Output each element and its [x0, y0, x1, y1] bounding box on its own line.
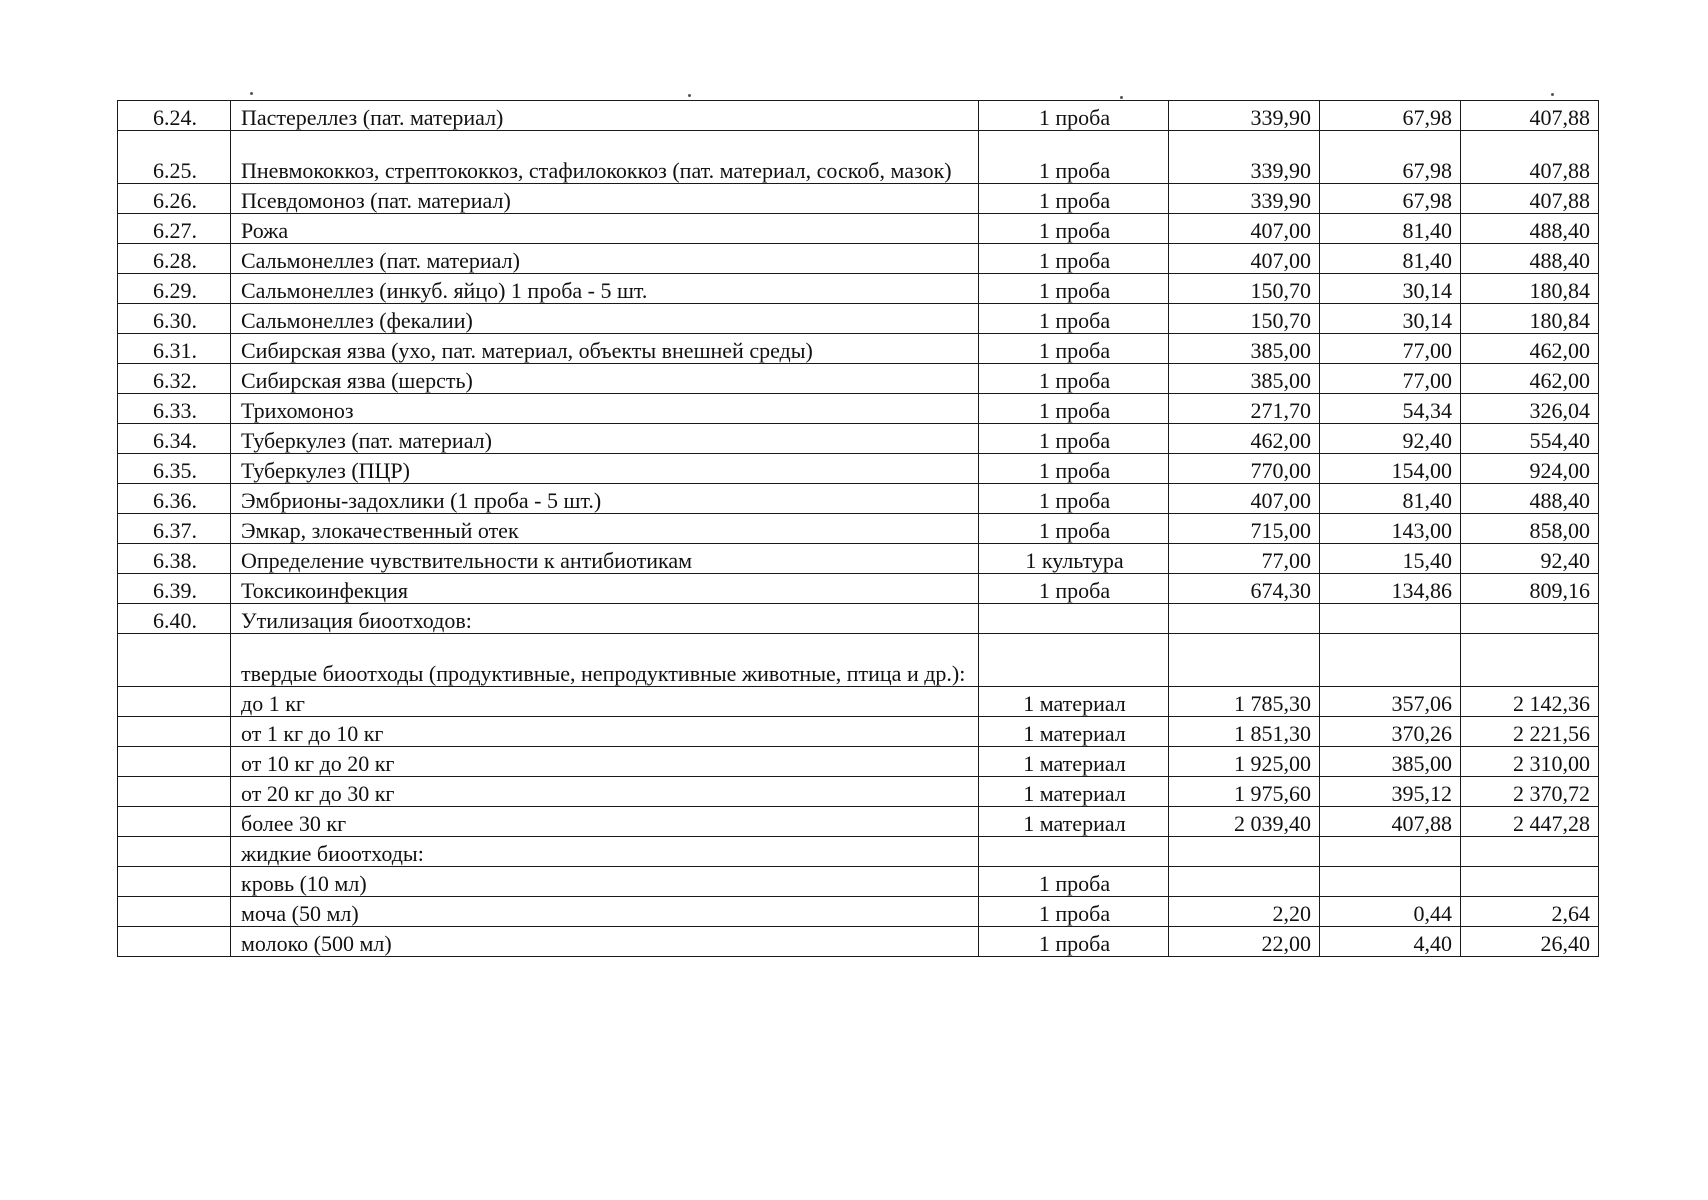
service-name: Пневмококкоз, стрептококкоз, стафилококкоз (пат. материал, соскоб, мазок) [231, 131, 979, 184]
unit-of-measure: 1 проба [979, 454, 1169, 484]
price-cell [1169, 837, 1320, 867]
table-row [118, 334, 1599, 364]
unit-of-measure: 1 проба [979, 101, 1169, 131]
total-cell: 180,84 [1461, 304, 1599, 334]
unit-of-measure: 1 проба [979, 867, 1169, 897]
row-number: 6.32. [118, 364, 231, 394]
service-name: Определение чувствительности к антибиотикам [231, 544, 979, 574]
vat-cell: 4,40 [1320, 927, 1461, 957]
price-cell: 1 975,60 [1169, 777, 1320, 807]
vat-cell: 67,98 [1320, 131, 1461, 184]
scan-speck [1551, 93, 1554, 96]
total-cell [1461, 604, 1599, 634]
price-cell: 339,90 [1169, 184, 1320, 214]
table-row [118, 747, 1599, 777]
price-cell: 715,00 [1169, 514, 1320, 544]
unit-of-measure: 1 материал [979, 777, 1169, 807]
table-row [118, 364, 1599, 394]
unit-of-measure: 1 проба [979, 364, 1169, 394]
row-number: 6.31. [118, 334, 231, 364]
price-cell [1169, 867, 1320, 897]
vat-cell: 143,00 [1320, 514, 1461, 544]
price-cell: 770,00 [1169, 454, 1320, 484]
price-cell [1169, 634, 1320, 687]
service-name: от 20 кг до 30 кг [231, 777, 979, 807]
vat-cell: 81,40 [1320, 214, 1461, 244]
price-cell: 150,70 [1169, 274, 1320, 304]
row-number [118, 897, 231, 927]
row-number [118, 837, 231, 867]
service-name: Сальмонеллез (пат. материал) [231, 244, 979, 274]
service-name: Токсикоинфекция [231, 574, 979, 604]
total-cell: 2 370,72 [1461, 777, 1599, 807]
table-row [118, 777, 1599, 807]
vat-cell: 81,40 [1320, 484, 1461, 514]
row-number: 6.39. [118, 574, 231, 604]
row-number: 6.36. [118, 484, 231, 514]
service-name: от 10 кг до 20 кг [231, 747, 979, 777]
row-number [118, 867, 231, 897]
row-number: 6.29. [118, 274, 231, 304]
service-name: Псевдомоноз (пат. материал) [231, 184, 979, 214]
unit-of-measure: 1 проба [979, 214, 1169, 244]
unit-of-measure: 1 проба [979, 244, 1169, 274]
service-name: жидкие биоотходы: [231, 837, 979, 867]
total-cell: 2 221,56 [1461, 717, 1599, 747]
row-number: 6.37. [118, 514, 231, 544]
total-cell: 407,88 [1461, 131, 1599, 184]
table-row [118, 304, 1599, 334]
unit-of-measure: 1 проба [979, 394, 1169, 424]
service-name: Сальмонеллез (инкуб. яйцо) 1 проба - 5 шт. [231, 274, 979, 304]
row-number [118, 634, 231, 687]
row-number: 6.26. [118, 184, 231, 214]
row-number: 6.38. [118, 544, 231, 574]
unit-of-measure: 1 материал [979, 687, 1169, 717]
total-cell: 2,64 [1461, 897, 1599, 927]
table-row [118, 394, 1599, 424]
price-cell: 462,00 [1169, 424, 1320, 454]
price-cell: 2,20 [1169, 897, 1320, 927]
total-cell: 858,00 [1461, 514, 1599, 544]
unit-of-measure: 1 культура [979, 544, 1169, 574]
price-cell: 1 785,30 [1169, 687, 1320, 717]
service-name: Пастереллез (пат. материал) [231, 101, 979, 131]
table-row [118, 604, 1599, 634]
unit-of-measure: 1 проба [979, 514, 1169, 544]
unit-of-measure: 1 проба [979, 334, 1169, 364]
total-cell: 488,40 [1461, 214, 1599, 244]
unit-of-measure: 1 проба [979, 484, 1169, 514]
unit-of-measure [979, 634, 1169, 687]
total-cell: 462,00 [1461, 364, 1599, 394]
unit-of-measure: 1 проба [979, 927, 1169, 957]
service-name: Сальмонеллез (фекалии) [231, 304, 979, 334]
total-cell: 407,88 [1461, 184, 1599, 214]
vat-cell: 15,40 [1320, 544, 1461, 574]
price-cell [1169, 604, 1320, 634]
vat-cell: 81,40 [1320, 244, 1461, 274]
price-cell: 385,00 [1169, 364, 1320, 394]
service-name: Утилизация биоотходов: [231, 604, 979, 634]
scan-speck [688, 94, 691, 97]
table-row [118, 484, 1599, 514]
unit-of-measure: 1 проба [979, 574, 1169, 604]
service-name: Сибирская язва (шерсть) [231, 364, 979, 394]
total-cell: 2 447,28 [1461, 807, 1599, 837]
price-cell: 674,30 [1169, 574, 1320, 604]
price-cell: 1 851,30 [1169, 717, 1320, 747]
service-name: молоко (500 мл) [231, 927, 979, 957]
price-cell: 407,00 [1169, 214, 1320, 244]
row-number: 6.24. [118, 101, 231, 131]
service-name: Эмбрионы-задохлики (1 проба - 5 шт.) [231, 484, 979, 514]
vat-cell [1320, 837, 1461, 867]
row-number [118, 777, 231, 807]
vat-cell: 67,98 [1320, 101, 1461, 131]
scan-speck [1120, 96, 1123, 99]
service-name: до 1 кг [231, 687, 979, 717]
vat-cell: 0,44 [1320, 897, 1461, 927]
unit-of-measure [979, 604, 1169, 634]
total-cell: 488,40 [1461, 244, 1599, 274]
price-cell: 1 925,00 [1169, 747, 1320, 777]
unit-of-measure: 1 материал [979, 747, 1169, 777]
service-name: Рожа [231, 214, 979, 244]
vat-cell: 154,00 [1320, 454, 1461, 484]
vat-cell: 385,00 [1320, 747, 1461, 777]
service-name: от 1 кг до 10 кг [231, 717, 979, 747]
service-name: Туберкулез (пат. материал) [231, 424, 979, 454]
total-cell: 326,04 [1461, 394, 1599, 424]
total-cell: 92,40 [1461, 544, 1599, 574]
row-number [118, 807, 231, 837]
total-cell [1461, 867, 1599, 897]
total-cell: 26,40 [1461, 927, 1599, 957]
price-table-body [118, 101, 1599, 957]
total-cell: 924,00 [1461, 454, 1599, 484]
vat-cell: 357,06 [1320, 687, 1461, 717]
table-row [118, 717, 1599, 747]
unit-of-measure: 1 проба [979, 131, 1169, 184]
vat-cell [1320, 634, 1461, 687]
table-row [118, 274, 1599, 304]
unit-of-measure: 1 проба [979, 897, 1169, 927]
scan-speck [250, 92, 253, 95]
price-cell: 339,90 [1169, 101, 1320, 131]
table-row [118, 514, 1599, 544]
table-row [118, 454, 1599, 484]
row-number: 6.34. [118, 424, 231, 454]
unit-of-measure: 1 проба [979, 274, 1169, 304]
row-number: 6.35. [118, 454, 231, 484]
table-row [118, 687, 1599, 717]
service-name: моча (50 мл) [231, 897, 979, 927]
row-number [118, 687, 231, 717]
service-name: более 30 кг [231, 807, 979, 837]
vat-cell: 134,86 [1320, 574, 1461, 604]
row-number [118, 747, 231, 777]
table-row [118, 184, 1599, 214]
vat-cell: 77,00 [1320, 334, 1461, 364]
price-cell: 407,00 [1169, 484, 1320, 514]
table-row [118, 574, 1599, 604]
service-name: Сибирская язва (ухо, пат. материал, объекты внешней среды) [231, 334, 979, 364]
price-cell: 150,70 [1169, 304, 1320, 334]
vat-cell [1320, 604, 1461, 634]
total-cell: 809,16 [1461, 574, 1599, 604]
table-row [118, 897, 1599, 927]
unit-of-measure: 1 материал [979, 717, 1169, 747]
table-row [118, 214, 1599, 244]
table-row [118, 927, 1599, 957]
price-cell: 407,00 [1169, 244, 1320, 274]
total-cell: 407,88 [1461, 101, 1599, 131]
service-name: кровь (10 мл) [231, 867, 979, 897]
table-row [118, 244, 1599, 274]
price-table [117, 100, 1599, 957]
price-cell: 271,70 [1169, 394, 1320, 424]
table-row [118, 424, 1599, 454]
vat-cell: 30,14 [1320, 304, 1461, 334]
price-cell: 77,00 [1169, 544, 1320, 574]
total-cell: 554,40 [1461, 424, 1599, 454]
row-number: 6.25. [118, 131, 231, 184]
unit-of-measure: 1 проба [979, 184, 1169, 214]
vat-cell: 30,14 [1320, 274, 1461, 304]
total-cell [1461, 634, 1599, 687]
price-cell: 2 039,40 [1169, 807, 1320, 837]
total-cell: 2 142,36 [1461, 687, 1599, 717]
price-cell: 339,90 [1169, 131, 1320, 184]
price-cell: 385,00 [1169, 334, 1320, 364]
total-cell: 462,00 [1461, 334, 1599, 364]
table-row [118, 101, 1599, 131]
vat-cell: 67,98 [1320, 184, 1461, 214]
total-cell: 2 310,00 [1461, 747, 1599, 777]
row-number: 6.33. [118, 394, 231, 424]
service-name: Эмкар, злокачественный отек [231, 514, 979, 544]
service-name: Туберкулез (ПЦР) [231, 454, 979, 484]
vat-cell [1320, 867, 1461, 897]
total-cell: 488,40 [1461, 484, 1599, 514]
service-name: Трихомоноз [231, 394, 979, 424]
vat-cell: 395,12 [1320, 777, 1461, 807]
row-number [118, 717, 231, 747]
row-number: 6.30. [118, 304, 231, 334]
vat-cell: 54,34 [1320, 394, 1461, 424]
table-row [118, 867, 1599, 897]
vat-cell: 370,26 [1320, 717, 1461, 747]
table-row [118, 837, 1599, 867]
table-row [118, 131, 1599, 184]
price-cell: 22,00 [1169, 927, 1320, 957]
unit-of-measure: 1 проба [979, 304, 1169, 334]
vat-cell: 92,40 [1320, 424, 1461, 454]
row-number: 6.27. [118, 214, 231, 244]
total-cell: 180,84 [1461, 274, 1599, 304]
row-number: 6.28. [118, 244, 231, 274]
table-row [118, 807, 1599, 837]
table-row [118, 544, 1599, 574]
total-cell [1461, 837, 1599, 867]
vat-cell: 77,00 [1320, 364, 1461, 394]
unit-of-measure: 1 материал [979, 807, 1169, 837]
service-name: твердые биоотходы (продуктивные, непродуктивные животные, птица и др.): [231, 634, 979, 687]
table-row [118, 634, 1599, 687]
unit-of-measure: 1 проба [979, 424, 1169, 454]
vat-cell: 407,88 [1320, 807, 1461, 837]
unit-of-measure [979, 837, 1169, 867]
row-number [118, 927, 231, 957]
row-number: 6.40. [118, 604, 231, 634]
